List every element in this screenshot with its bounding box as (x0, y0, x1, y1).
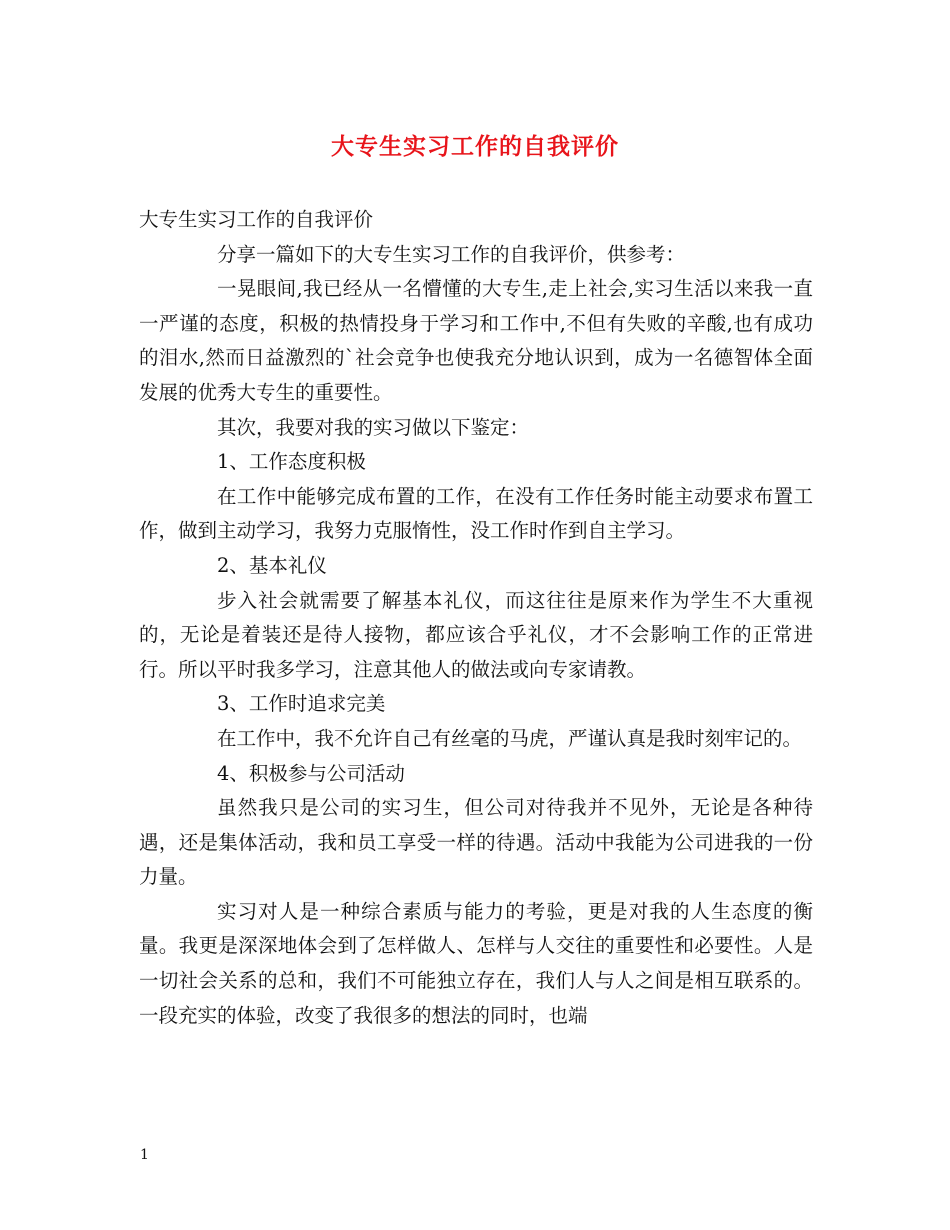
document-title: 大专生实习工作的自我评价 (331, 133, 619, 160)
paragraph: 在工作中，我不允许自己有丝毫的马虎，严谨认真是我时刻牢记的。 (217, 726, 803, 750)
page-number: 1 (140, 1147, 149, 1163)
section-heading: 4、积极参与公司活动 (217, 761, 405, 785)
section-heading: 3、工作时追求完美 (217, 692, 386, 716)
paragraph: 实习对人是一种综合素质与能力的考验，更是对我的人生态度的衡量。我更是深深地体会到了怎样做人、怎样与人交往的重要性和必要性。人是一切社会关系的总和，我们不可能独立存在，我们人与人之间是相互联系的。一段充实的体验，改变了我很多的想法的同时，也端 (139, 899, 813, 1027)
paragraph: 一晃眼间,我已经从一名懵懂的大专生,走上社会,实习生活以来我一直一严谨的态度，积极的热情投身于学习和工作中,不但有失败的辛酸,也有成功的泪水,然而日益激烈的`社会竞争也使我充分地认识到，成为一名德智体全面发展的优秀大专生的重要性。 (139, 277, 813, 404)
document-body (139, 203, 813, 1033)
paragraph-intro: 分享一篇如下的大专生实习工作的自我评价，供参考： (217, 242, 686, 266)
paragraph: 其次，我要对我的实习做以下鉴定： (217, 415, 530, 439)
paragraph: 虽然我只是公司的实习生，但公司对待我并不见外，无论是各种待遇，还是集体活动，我和员工享受一样的待遇。活动中我能为公司进我的一份力量。 (139, 796, 813, 889)
section-heading: 1、工作态度积极 (217, 450, 366, 474)
paragraph-subtitle: 大专生实习工作的自我评价 (139, 208, 374, 231)
paragraph: 在工作中能够完成布置的工作，在没有工作任务时能主动要求布置工作，做到主动学习，我努力克服惰性，没工作时作到自主学习。 (139, 484, 813, 543)
section-heading: 2、基本礼仪 (217, 553, 327, 577)
paragraph: 步入社会就需要了解基本礼仪，而这往往是原来作为学生不大重视的，无论是着装还是待人接物，都应该合乎礼仪，才不会影响工作的正常进行。所以平时我多学习，注意其他人的做法或向专家请教。 (139, 588, 813, 681)
